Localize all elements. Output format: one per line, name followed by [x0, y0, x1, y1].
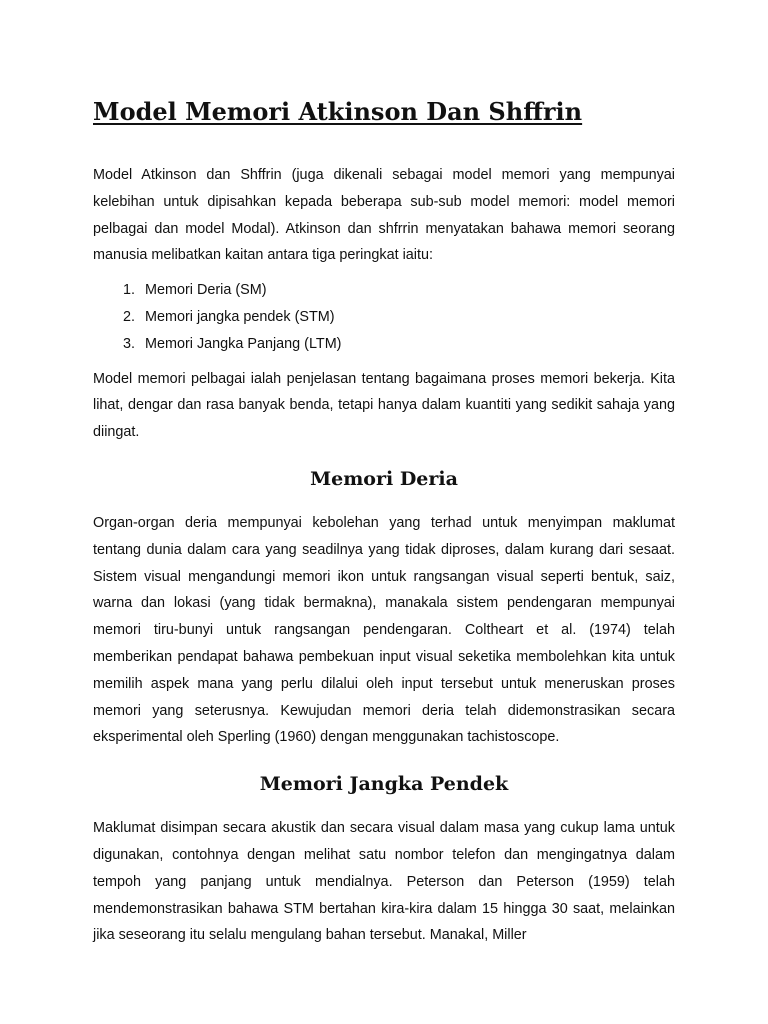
- page-title: Model Memori Atkinson Dan Shffrin: [93, 97, 583, 126]
- list-item: 2. Memori jangka pendek (STM): [139, 304, 675, 331]
- section-heading-memori-jangka-pendek: Memori Jangka Pendek: [259, 773, 509, 796]
- memory-levels-list: [93, 277, 675, 357]
- list-item: 1. Memori Deria (SM): [139, 277, 675, 304]
- intro-paragraph: Model Atkinson dan Shffrin (juga dikenali sebagai model memori yang mempunyai kelebihan untuk dipisahkan kepada beberapa sub-sub model memori: model memori pelbagai dan model Modal). Atkinson dan shfrrin menyatakan bahawa memori seorang manusia melibatkan kaitan antara tiga peringkat iaitu:: [93, 167, 675, 264]
- list-item: 3. Memori Jangka Panjang (LTM): [139, 331, 675, 358]
- memori-deria-paragraph: Organ-organ deria mempunyai kebolehan yang terhad untuk menyimpan maklumat tentang dunia dalam cara yang seadilnya yang tidak diproses, dalam kurang dari sesaat. Sistem visual mengandungi memori ikon untuk rangsangan visual seperti bentuk, saiz, warna dan lokasi (yang tidak bermakna), manakala sistem pendengaran mempunyai memori tiru-bunyi untuk rangsangan pendengaran. Coltheart et al. (1974) telah memberikan pendapat bahawa pembekuan input visual seketika membolehkan kita untuk memilih aspek mana yang perlu dilalui oleh input tersebut untuk meneruskan proses memori yang seterusnya. Kewujudan memori deria telah didemonstrasikan secara eksperimental oleh Sperling (1960) dengan menggunakan tachistoscope.: [93, 514, 675, 746]
- document-page: [93, 96, 675, 949]
- section-heading-memori-deria: Memori Deria: [310, 467, 458, 490]
- memori-jangka-pendek-paragraph: Maklumat disimpan secara akustik dan secara visual dalam masa yang cukup lama untuk digunakan, contohnya dengan melihat satu nombor telefon dan mengingatnya dalam tempoh yang panjang untuk mendialnya. Peterson dan Peterson (1959) telah mendemonstrasikan bahawa STM bertahan kira-kira dalam 15 hingga 30 saat, melainkan jika seseorang itu selalu mengulang bahan tersebut. Manakal, Miller: [93, 820, 675, 944]
- explanation-paragraph: Model memori pelbagai ialah penjelasan tentang bagaimana proses memori bekerja. Kita lihat, dengar dan rasa banyak benda, tetapi hanya dalam kuantiti yang sedikit sahaja yang diingat.: [93, 370, 675, 441]
